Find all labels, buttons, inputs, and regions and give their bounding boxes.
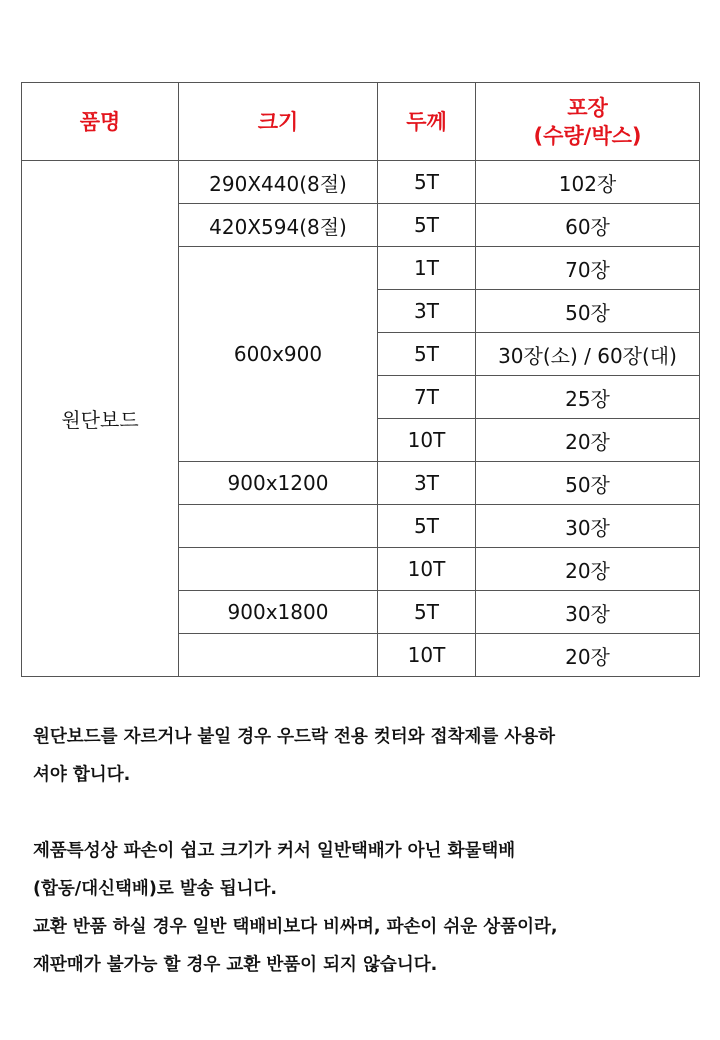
header-name: 품명 (22, 83, 179, 161)
thickness-cell: 5T (378, 161, 476, 204)
notice-line: 재판매가 불가능 할 경우 교환 반품이 되지 않습니다. (33, 955, 438, 975)
header-packing-line2: (수량/박스) (533, 123, 642, 148)
thickness-cell: 5T (378, 204, 476, 247)
qty-cell: 50장 (476, 290, 700, 333)
qty-cell: 30장 (476, 591, 700, 634)
size-cell: 900x1200 (179, 462, 378, 505)
thickness-cell: 3T (378, 462, 476, 505)
notice-line: 제품특성상 파손이 쉽고 크기가 커서 일반택배가 아닌 화물택배 (33, 841, 516, 861)
thickness-cell: 5T (378, 333, 476, 376)
thickness-cell: 7T (378, 376, 476, 419)
thickness-cell: 5T (378, 591, 476, 634)
qty-cell: 102장 (476, 161, 700, 204)
table-row (22, 161, 700, 204)
product-name-cell: 원단보드 (22, 161, 179, 677)
table-header-row (22, 83, 700, 161)
notice-text (33, 718, 703, 984)
notice-line: 원단보드를 자르거나 붙일 경우 우드락 전용 컷터와 접착제를 사용하 (33, 727, 556, 747)
header-packing (476, 83, 700, 161)
size-cell (179, 634, 378, 677)
thickness-cell: 10T (378, 548, 476, 591)
qty-cell: 30장(소) / 60장(대) (476, 333, 700, 376)
size-cell: 900x1800 (179, 591, 378, 634)
product-spec-table (21, 82, 700, 677)
thickness-cell: 1T (378, 247, 476, 290)
qty-cell: 30장 (476, 505, 700, 548)
qty-cell: 20장 (476, 634, 700, 677)
header-packing-line1: 포장 (567, 95, 608, 120)
size-cell (179, 505, 378, 548)
qty-cell: 70장 (476, 247, 700, 290)
size-cell: 420X594(8절) (179, 204, 378, 247)
qty-cell: 20장 (476, 419, 700, 462)
qty-cell: 50장 (476, 462, 700, 505)
qty-cell: 25장 (476, 376, 700, 419)
thickness-cell: 3T (378, 290, 476, 333)
notice-line: 교환 반품 하실 경우 일반 택배비보다 비싸며, 파손이 쉬운 상품이라, (33, 917, 558, 937)
notice-line: (합동/대신택배)로 발송 됩니다. (33, 879, 278, 899)
thickness-cell: 10T (378, 419, 476, 462)
size-cell: 600x900 (179, 247, 378, 462)
thickness-cell: 5T (378, 505, 476, 548)
size-cell: 290X440(8절) (179, 161, 378, 204)
size-cell (179, 548, 378, 591)
notice-line: 셔야 합니다. (33, 765, 131, 785)
header-thickness: 두께 (378, 83, 476, 161)
qty-cell: 60장 (476, 204, 700, 247)
thickness-cell: 10T (378, 634, 476, 677)
qty-cell: 20장 (476, 548, 700, 591)
header-size: 크기 (179, 83, 378, 161)
